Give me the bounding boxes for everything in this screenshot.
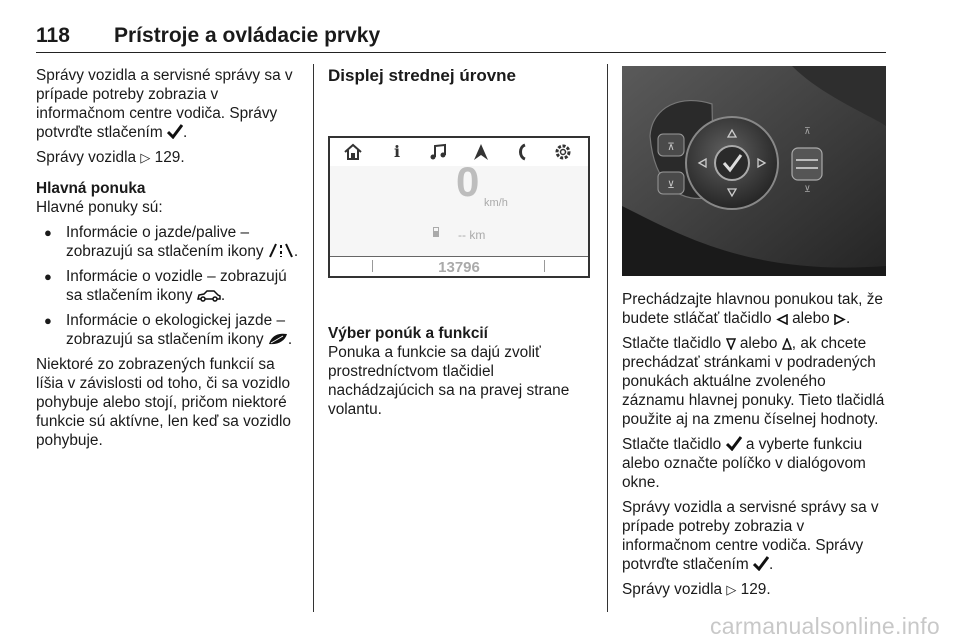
- list-item: ● Informácie o ekologickej jazde – zobrazujú sa stlačením ikony .: [36, 311, 302, 349]
- subtext: Hlavné ponuky sú:: [36, 199, 163, 216]
- paragraph: Správy vozidla a servisné správy sa v prípade potreby zobrazia v informačnom centre vodiča. Správy potvrďte stlačením .: [622, 499, 879, 573]
- svg-text:⊻: ⊻: [804, 185, 811, 195]
- home-icon: [342, 142, 364, 162]
- cross-reference[interactable]: Správy vozidla ▷ 129.: [36, 149, 185, 166]
- page-header: [36, 24, 886, 53]
- menu-list: [36, 223, 302, 349]
- column-divider: [607, 64, 608, 612]
- speed-unit: km/h: [484, 197, 508, 209]
- left-arrow-icon: [776, 314, 788, 325]
- odometer-divider: [544, 260, 545, 272]
- watermark: carmanualsonline.info: [709, 613, 940, 639]
- sub-heading: Výber ponúk a funkcií: [328, 325, 488, 342]
- checkmark-icon: [726, 436, 742, 451]
- road-icon: [268, 243, 294, 258]
- down-arrow-icon: [726, 338, 736, 350]
- right-arrow-icon: [834, 314, 846, 325]
- svg-text:⊼: ⊼: [804, 127, 811, 137]
- column-left: [36, 66, 302, 456]
- page-number: 118: [36, 24, 70, 47]
- music-icon: [428, 142, 450, 162]
- svg-text:⊻: ⊻: [667, 180, 675, 191]
- speed-value: 0: [456, 158, 480, 205]
- cross-reference[interactable]: Správy vozidla ▷ 129.: [622, 581, 771, 598]
- list-item: ● Informácie o jazde/palive – zobrazujú sa stlačením ikony .: [36, 223, 302, 261]
- odometer-value: 13796: [438, 259, 480, 276]
- up-arrow-icon: [782, 338, 792, 350]
- fuel-pump-icon: [432, 226, 442, 238]
- page-title: Prístroje a ovládacie prvky: [114, 24, 381, 47]
- car-icon: [197, 289, 221, 302]
- reference-arrow-icon: ▷: [726, 582, 737, 597]
- closing-paragraph: Niektoré zo zobrazených funkcií sa líšia v závislosti od toho, či sa vozidlo pohybuje alebo stojí, pričom niektoré funkcie sú aktívne, len keď sa vozidlo pohybuje.: [36, 356, 291, 449]
- reference-arrow-icon: ▷: [140, 150, 151, 165]
- svg-text:⊼: ⊼: [667, 142, 675, 153]
- paragraph: Ponuka a funkcie sa dajú zvoliť prostredníctvom tlačidiel nachádzajúcich sa na pravej strane volantu.: [328, 344, 570, 418]
- paragraph: Prechádzajte hlavnou ponukou tak, že budete stláčať tlačidlo alebo .: [622, 291, 883, 327]
- list-item: ● Informácie o vozidle – zobrazujú sa stlačením ikony .: [36, 267, 302, 305]
- leaf-icon: [268, 332, 288, 346]
- paragraph: Stlačte tlačidlo alebo , ak chcete prechádzať stránkami v podradených ponukách aktuálne zvoleného záznamu hlavnej ponuky. Tieto tlačidlá použite aj na zmenu číselnej hodnoty.: [622, 335, 885, 428]
- intro-paragraph: Správy vozidla a servisné správy sa v prípade potreby zobrazia v informačnom centre vodiča. Správy potvrďte stlačením .: [36, 67, 293, 141]
- column-divider: [313, 64, 314, 612]
- display-odometer-bar: [330, 256, 588, 277]
- midlevel-display-illustration: [328, 136, 590, 278]
- checkmark-icon: [167, 124, 183, 139]
- phone-icon: [512, 142, 534, 162]
- paragraph: Stlačte tlačidlo a vyberte funkciu alebo označte políčko v dialógovom okne.: [622, 436, 866, 491]
- gear-icon: [552, 142, 574, 162]
- steering-wheel-controls-photo: [622, 66, 886, 276]
- checkmark-icon: [753, 556, 769, 571]
- column-middle: [328, 66, 590, 425]
- range-value: -- km: [458, 228, 486, 242]
- info-icon: i: [393, 142, 401, 161]
- section-heading: Hlavná ponuka: [36, 180, 146, 197]
- display-main-area: [330, 158, 588, 256]
- section-heading: Displej strednej úrovne: [328, 66, 516, 85]
- column-right: [622, 290, 892, 605]
